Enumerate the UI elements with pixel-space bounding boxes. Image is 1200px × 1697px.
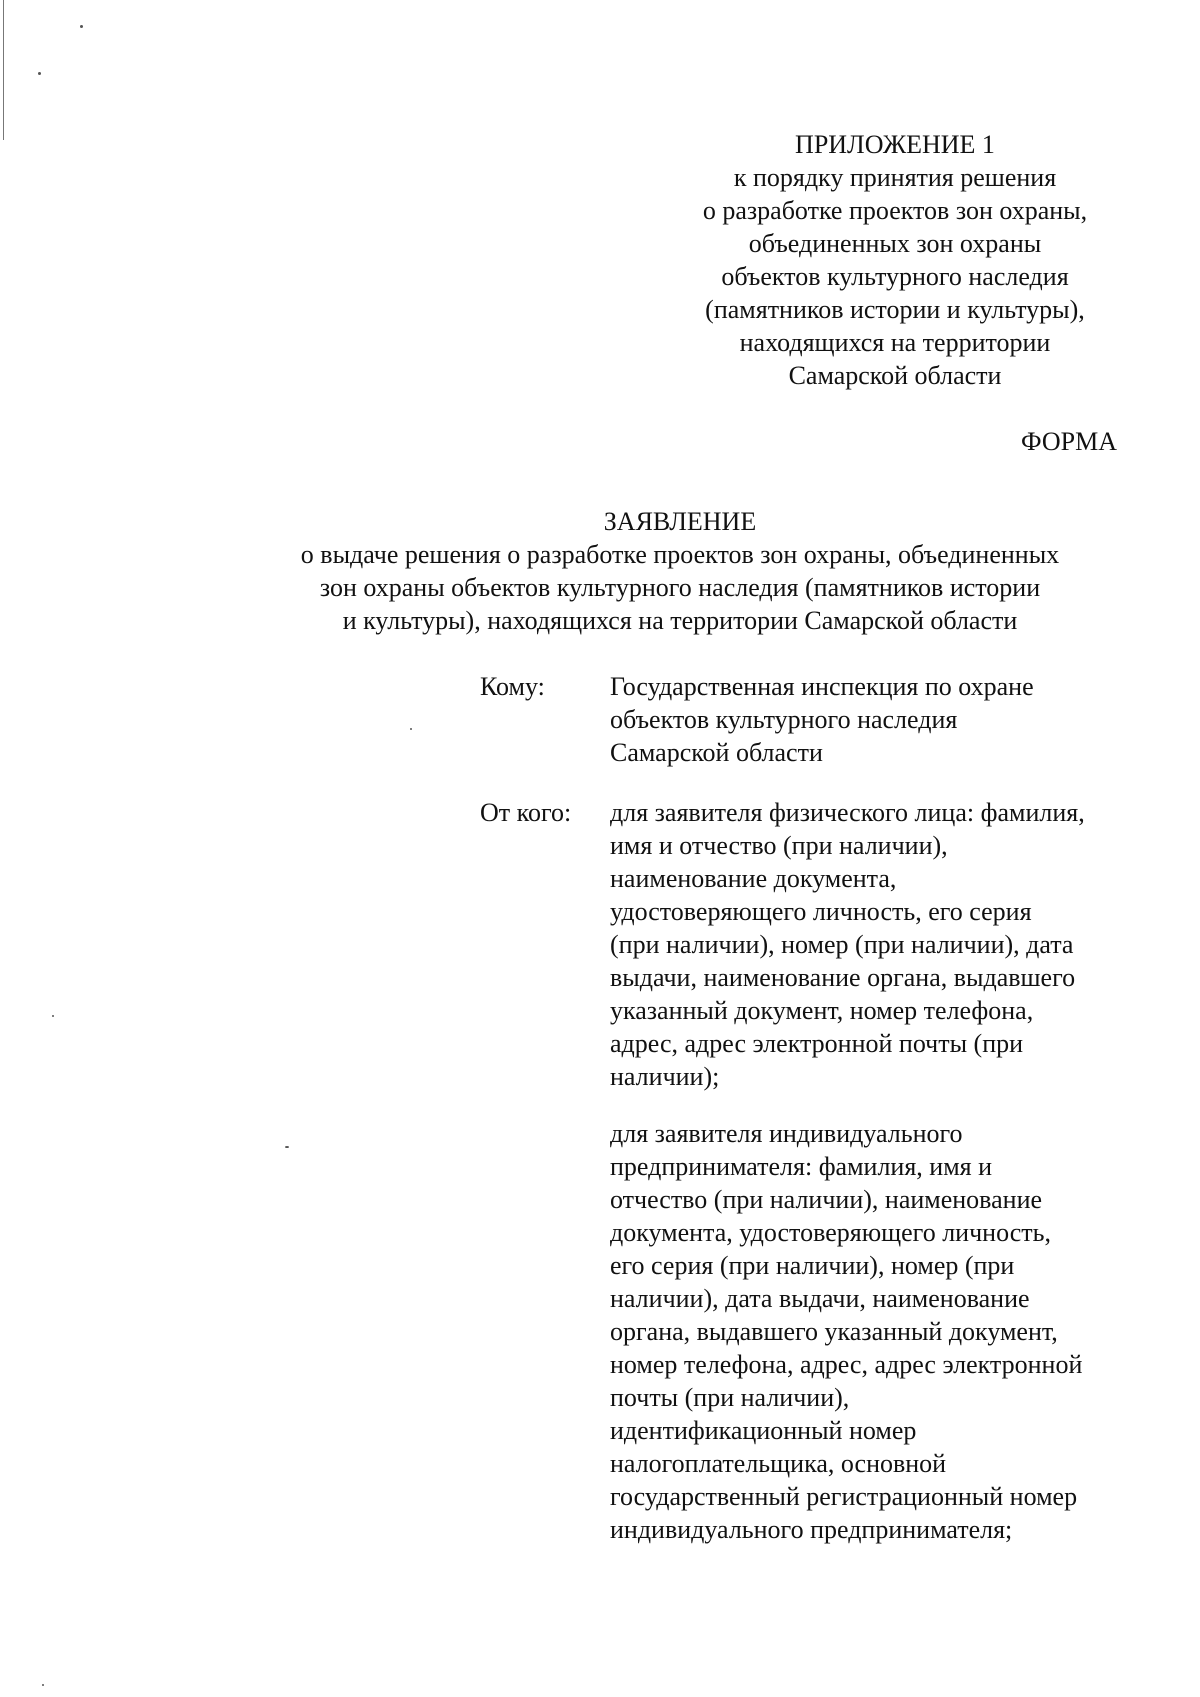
from-entrepreneur-line: налогоплательщика, основной bbox=[610, 1449, 947, 1478]
scan-speck bbox=[80, 25, 83, 28]
appendix-line: о разработке проектов зон охраны, bbox=[702, 196, 1088, 225]
from-entrepreneur-line: идентификационный номер bbox=[610, 1416, 917, 1445]
appendix-block bbox=[660, 128, 1130, 392]
from-individual-line: выдачи, наименование органа, выдавшего bbox=[610, 963, 1076, 992]
appendix-line: объектов культурного наследия bbox=[721, 262, 1069, 291]
appendix-line: к порядку принятия решения bbox=[733, 163, 1057, 192]
to-value-line: Государственная инспекция по охране bbox=[610, 672, 1034, 701]
from-entrepreneur-line: индивидуального предпринимателя; bbox=[610, 1515, 1013, 1544]
scan-edge bbox=[3, 0, 4, 140]
scan-speck bbox=[285, 1146, 289, 1148]
appendix-line: объединенных зон охраны bbox=[748, 229, 1042, 258]
from-individual-line: указанный документ, номер телефона, bbox=[610, 996, 1034, 1025]
from-individual-line: имя и отчество (при наличии), bbox=[610, 831, 948, 860]
appendix-line: Самарской области bbox=[788, 361, 1002, 390]
document-subtitle-line: и культуры), находящихся на территории Самарской области bbox=[342, 606, 1018, 635]
to-value-line: объектов культурного наследия bbox=[610, 705, 958, 734]
appendix-line: (памятников истории и культуры), bbox=[705, 295, 1085, 324]
from-individual-line: (при наличии), номер (при наличии), дата bbox=[610, 930, 1074, 959]
document-subtitle-line: о выдаче решения о разработке проектов зон охраны, объединенных bbox=[300, 540, 1060, 569]
from-individual-line: наименование документа, bbox=[610, 864, 897, 893]
from-entrepreneur-line: государственный регистрационный номер bbox=[610, 1482, 1078, 1511]
document-title: ЗАЯВЛЕНИЕ bbox=[603, 507, 757, 536]
from-entrepreneur-line: отчество (при наличии), наименование bbox=[610, 1185, 1043, 1214]
from-individual bbox=[610, 796, 1130, 1093]
appendix-line: находящихся на территории bbox=[739, 328, 1051, 357]
from-entrepreneur-line: предпринимателя: фамилия, имя и bbox=[610, 1152, 993, 1181]
appendix-heading: ПРИЛОЖЕНИЕ 1 bbox=[795, 130, 995, 159]
from-label: От кого: bbox=[480, 798, 572, 827]
from-entrepreneur-line: наличии), дата выдачи, наименование bbox=[610, 1284, 1030, 1313]
to-value-line: Самарской области bbox=[610, 738, 823, 767]
from-entrepreneur-line: номер телефона, адрес, адрес электронной bbox=[610, 1350, 1083, 1379]
from-individual-line: адрес, адрес электронной почты (при bbox=[610, 1029, 1024, 1058]
from-entrepreneur-line: его серия (при наличии), номер (при bbox=[610, 1251, 1015, 1280]
scan-speck bbox=[38, 72, 41, 75]
scan-speck bbox=[410, 728, 412, 730]
scan-speck bbox=[42, 1684, 44, 1686]
from-entrepreneur-line: органа, выдавшего указанный документ, bbox=[610, 1317, 1058, 1346]
to-value bbox=[610, 670, 1130, 769]
from-entrepreneur bbox=[610, 1117, 1130, 1546]
to-label: Кому: bbox=[480, 672, 545, 701]
from-entrepreneur-line: почты (при наличии), bbox=[610, 1383, 850, 1412]
document-subtitle-line: зон охраны объектов культурного наследия (памятников истории bbox=[319, 573, 1041, 602]
from-entrepreneur-line: документа, удостоверяющего личность, bbox=[610, 1218, 1051, 1247]
document-title-block bbox=[240, 505, 1120, 637]
from-individual-line: наличии); bbox=[610, 1062, 720, 1091]
from-individual-line: для заявителя физического лица: фамилия, bbox=[610, 798, 1085, 827]
from-entrepreneur-line: для заявителя индивидуального bbox=[610, 1119, 963, 1148]
form-label: ФОРМА bbox=[1021, 427, 1117, 456]
scan-speck bbox=[52, 1015, 54, 1017]
from-individual-line: удостоверяющего личность, его серия bbox=[610, 897, 1032, 926]
